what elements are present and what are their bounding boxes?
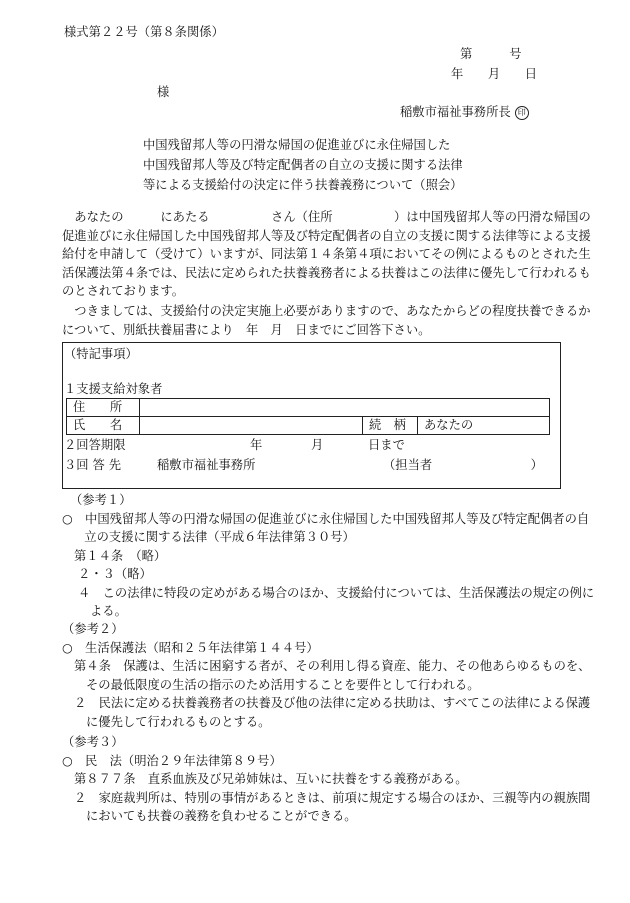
body-line: あなたの にあたる さん（住所 ）は中国残留邦人等の円滑な帰国の [62,210,591,224]
body-paragraph-2 [62,302,591,339]
target-person-table [66,398,550,435]
title-line: 等による支援給付の決定に伴う扶養義務について（照会） [143,178,463,192]
document-number: 第 号 [460,47,522,61]
body-line: 活保護法第４条では、民法に定められた扶養義務者による扶養はこの法律に優先して行われるも [62,265,591,280]
deadline-label: ２回答期限 [64,438,126,452]
reply-label: ３回 答 先 [64,458,122,472]
reference-label: （参考３） [62,735,124,749]
address-label: 住 所 [67,399,140,417]
article: 第８７７条 直系血族及び兄弟姉妹は、互いに扶養をする義務がある。 [74,772,468,786]
sub-article: ２ 家庭裁判所は、特別の事情があるときは、前項に規定する場合のほか、三親等内の親族間 [74,790,591,805]
sub-article: よる。 [90,604,127,618]
body-line: 促進並びに永住帰国した中国残留邦人等及び特定配偶者の自立の支援に関する法律等による支援 [62,228,591,243]
sub-article: ４ この法律に特段の定めがある場合のほか、支援給付については、生活保護法の規定の例に [78,585,595,600]
form-id: 様式第２２号（第８条関係） [64,25,224,39]
relation-value: あなたの [418,417,550,435]
body-line: 給付を申請して（受けて）いますが、同法第１４条第４項においてその例によるものとされた生 [62,247,591,261]
article: 第４条 保護は、生活に困窮する者が、その利用し得る資産、能力、その他あらゆるものを、 [74,659,591,673]
reference-1 [62,491,594,621]
section-target-label: １支援支給対象者 [64,382,163,396]
article: 第１４条 （略） [74,548,167,563]
law-title: ○ 生活保護法（昭和２５年法律第１４４号） [62,640,319,655]
law-title: 立の支援に関する法律（平成６年法律第３０号） [72,530,355,544]
body-paragraph-1 [62,208,591,301]
deadline-day: 日まで [368,438,405,452]
reference-label: （参考１） [70,493,132,507]
document-date: 年 月 日 [451,67,538,81]
reference-2 [62,620,590,731]
article: その最低限度の生活の指示のため活用することを要件として行われる。 [86,677,480,692]
address-field[interactable] [140,399,550,417]
seal-icon: 印 [515,106,529,120]
deadline-month: 月 [311,438,324,452]
relation-label: 続 柄 [363,417,418,435]
table-row [67,399,550,417]
body-line: のとされております。 [62,284,184,298]
name-field[interactable] [140,417,363,435]
sub-article: においても扶養の義務を負わせることができる。 [86,809,357,823]
sub-article: ２ 民法に定める扶養義務者の扶養及び他の法律に定める扶助は、すべてこの法律による保護 [74,696,591,710]
sub-article: ２・３（略） [78,567,152,581]
reference-label: （参考２） [62,622,124,636]
special-notes-label: （特記事項） [64,347,138,361]
document-title [143,135,463,195]
title-line: 中国残留邦人等の円滑な帰国の促進並びに永住帰国した [143,138,451,152]
table-row [67,417,550,435]
issuer [400,104,529,120]
contact-person: （担当者 ） [383,458,543,472]
reply-office: 稲敷市福祉事務所 [157,458,256,472]
issuer-name: 稲敷市福祉事務所長 [400,105,511,119]
name-label: 氏 名 [67,417,140,435]
addressee-suffix: 様 [157,85,170,99]
reference-3 [62,733,590,826]
body-line: つきましては、支援給付の決定実施上必要がありますので、あなたからどの程度扶養できるか [62,304,591,318]
title-line: 中国残留邦人等及び特定配偶者の自立の支援に関する法律 [143,158,463,172]
law-title: ○ 中国残留邦人等の円滑な帰国の促進並びに永住帰国した中国残留邦人等及び特定配偶者の自 [62,511,590,526]
law-title: ○ 民 法（明治２９年法律第８９号） [62,753,282,768]
body-line: について、別紙扶養届書により 年 月 日までにご回答下さい。 [62,322,431,337]
deadline-year: 年 [250,438,263,452]
sub-article: に優先して行われるものとする。 [86,714,271,729]
